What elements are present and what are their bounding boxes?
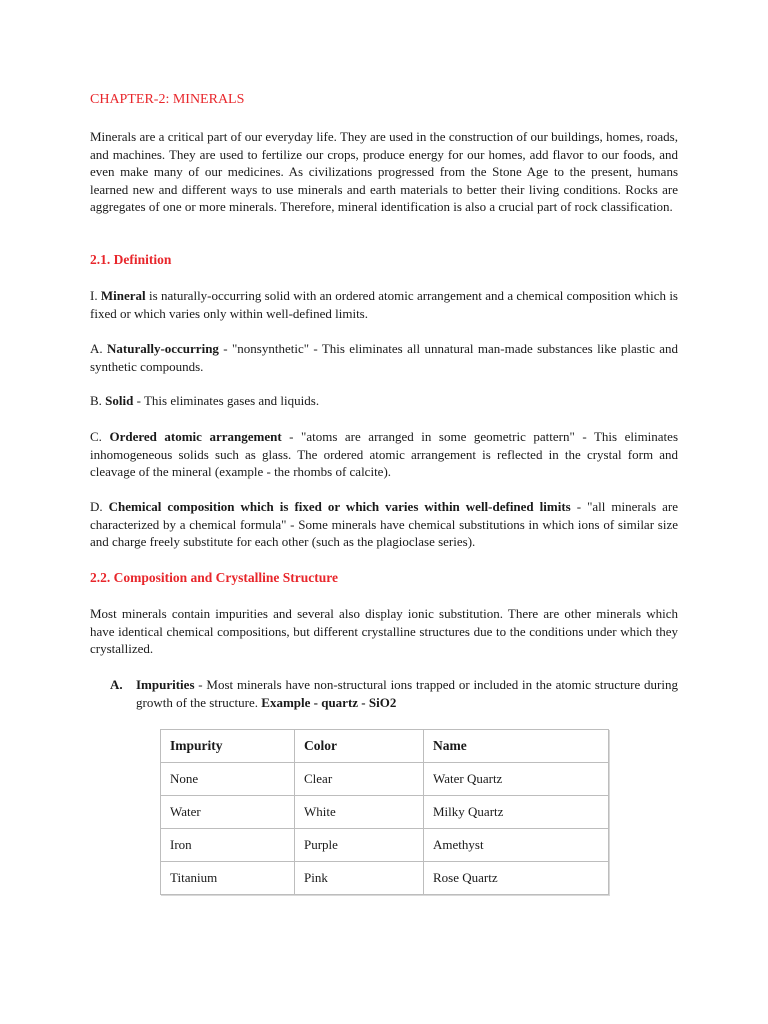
table-cell: None — [161, 763, 295, 796]
table-cell: Titanium — [161, 862, 295, 895]
table-cell: Water Quartz — [424, 763, 609, 796]
item-prefix: A. — [90, 341, 107, 356]
definition-item-b — [90, 392, 678, 410]
impurities-example: Example - quartz - SiO2 — [261, 694, 397, 710]
definition-prefix: I. — [90, 288, 101, 303]
table-cell: Amethyst — [424, 829, 609, 862]
table-cell: Purple — [295, 829, 424, 862]
table-row — [161, 763, 609, 796]
list-marker: A. — [110, 677, 123, 692]
composition-paragraph: Most minerals contain impurities and several also display ionic substitution. There are other minerals which have identical chemical compositions, but different crystalline structures due to the conditions under which they crystallized. — [90, 606, 678, 657]
item-term: Chemical composition which is fixed or which varies within well-defined limits — [108, 499, 571, 514]
chapter-title: CHAPTER-2: MINERALS — [90, 92, 245, 107]
list-content — [136, 676, 678, 711]
impurities-text: - Most minerals have non-structural ions trapped or included in the atomic structure during growth of the structure. — [136, 677, 678, 710]
table-header-row — [161, 730, 609, 763]
item-prefix: C. — [90, 429, 110, 444]
intro-paragraph: Minerals are a critical part of our everyday life. They are used in the construction of our buildings, homes, roads, and machines. They are used to fertilize our crops, produce energy for our homes, add flavor to our foods, and even make many of our medicines. As civilizations progressed from the Stone Age to the present, humans learned new and different ways to use minerals and earth materials to better their living conditions. Rocks are aggregates of one or more minerals. Therefore, mineral identification is also a crucial part of rock classification. — [90, 129, 678, 215]
mineral-definition — [90, 287, 678, 322]
impurities-list-item — [110, 676, 678, 711]
item-text: - "atoms are arranged in some geometric pattern" - This eliminates inhomogeneous solids such as glass. The ordered atomic arrangement is reflected in the crystal form and cleavage of the mineral (example - the rhombs of calcite). — [90, 429, 679, 480]
definition-item-c — [90, 428, 678, 481]
table-row — [161, 829, 609, 862]
definition-term: Mineral — [100, 288, 146, 303]
table-cell: Milky Quartz — [424, 796, 609, 829]
section-heading-composition: 2.2. Composition and Crystalline Structure — [90, 570, 339, 585]
section-heading-definition: 2.1. Definition — [90, 252, 172, 267]
impurities-term: Impurities — [136, 677, 195, 692]
table-cell: Rose Quartz — [424, 862, 609, 895]
item-term: Solid — [105, 393, 134, 408]
column-header-impurity: Impurity — [161, 730, 295, 763]
definition-item-d — [90, 498, 678, 551]
table-cell: Pink — [295, 862, 424, 895]
item-term: Naturally-occurring — [107, 341, 219, 356]
definition-item-a — [90, 340, 678, 375]
column-header-color: Color — [295, 730, 424, 763]
definition-text: is naturally-occurring solid with an ordered atomic arrangement and a chemical composition which is fixed or which varies only within well-defined limits. — [90, 288, 678, 321]
table-row — [161, 862, 609, 895]
item-prefix: D. — [90, 499, 109, 514]
item-prefix: B. — [90, 393, 106, 408]
column-header-name: Name — [424, 730, 609, 763]
impurity-table — [160, 729, 609, 895]
item-text: - "nonsynthetic" - This eliminates all unnatural man-made substances like plastic and synthetic compounds. — [90, 341, 678, 374]
item-text: - This eliminates gases and liquids. — [133, 393, 320, 408]
table-cell: Iron — [161, 829, 295, 862]
table-row — [161, 796, 609, 829]
table-cell: Clear — [295, 763, 424, 796]
table-cell: Water — [161, 796, 295, 829]
table-cell: White — [295, 796, 424, 829]
item-term: Ordered atomic arrangement — [109, 429, 282, 444]
item-text: - "all minerals are characterized by a chemical formula" - Some minerals have chemical substitutions in which ions of similar size and charge freely substitute for each other (such as the plagioclase series). — [90, 499, 679, 550]
